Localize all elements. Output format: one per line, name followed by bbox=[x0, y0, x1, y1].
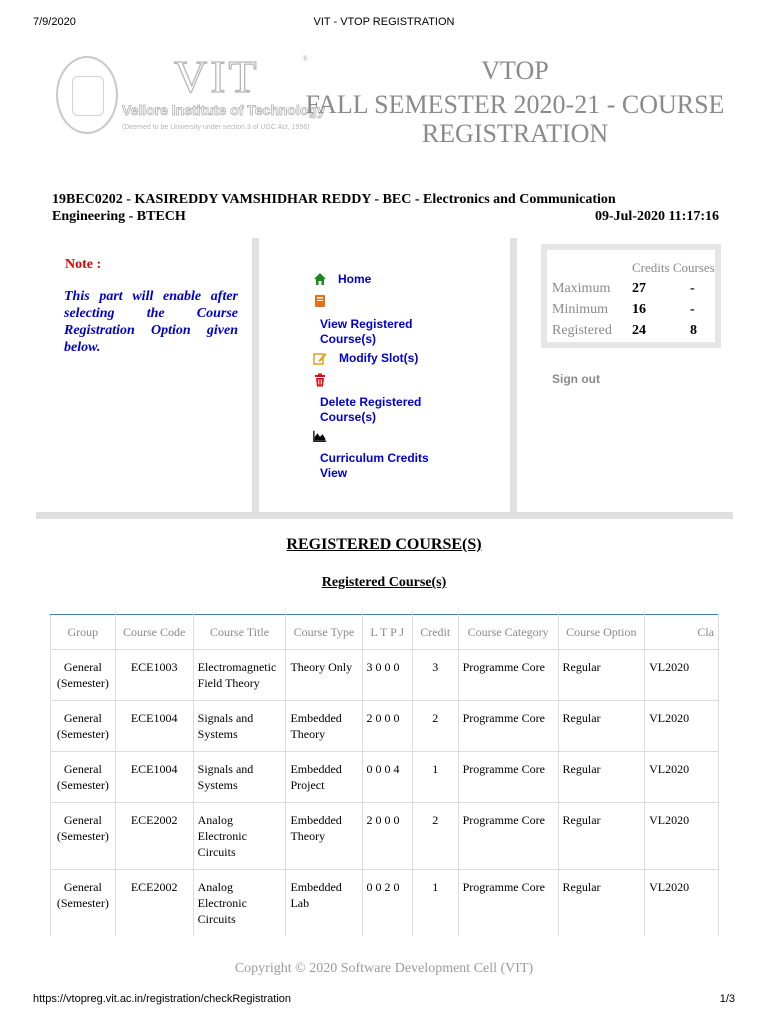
cell: ECE1003 bbox=[115, 650, 193, 701]
credits-row-label: Minimum bbox=[552, 301, 609, 317]
student-info-line1: 19BEC0202 - KASIREDDY VAMSHIDHAR REDDY - BEC - Electronics and Communication bbox=[52, 192, 616, 207]
credits-value: 27 bbox=[632, 280, 646, 296]
courses-value: - bbox=[690, 280, 695, 296]
print-url: https://vtopreg.vit.ac.in/registration/checkRegistration bbox=[33, 993, 292, 1005]
logo-name: Vellore Institute of Technology bbox=[122, 102, 325, 118]
current-datetime: 09-Jul-2020 11:17:16 bbox=[594, 209, 719, 224]
view-registered-link[interactable]: View Registered Course(s) bbox=[320, 317, 413, 346]
cell: 1 bbox=[412, 870, 458, 937]
cell: General (Semester) bbox=[51, 650, 116, 701]
home-link[interactable]: Home bbox=[338, 272, 372, 286]
cell: 0 0 0 4 bbox=[362, 752, 412, 803]
cell: Analog Electronic Circuits bbox=[193, 803, 286, 870]
credits-row-minimum bbox=[552, 299, 715, 320]
trash-icon[interactable] bbox=[313, 373, 327, 387]
col-header: Course Type bbox=[286, 615, 362, 650]
col-header: Cla bbox=[645, 615, 719, 650]
cell: 3 bbox=[412, 650, 458, 701]
cell: VL2020 bbox=[645, 870, 719, 937]
copyright: Copyright © 2020 Software Development Cell (VIT) bbox=[234, 961, 534, 976]
cell: Embedded Theory bbox=[286, 701, 362, 752]
courses-value: - bbox=[690, 301, 695, 317]
col-header: Credit bbox=[412, 615, 458, 650]
student-info-line2: Engineering - BTECH bbox=[52, 209, 186, 224]
credits-value: 24 bbox=[632, 322, 646, 338]
credits-row-label: Maximum bbox=[552, 280, 611, 296]
table-row bbox=[51, 803, 719, 870]
section-title: REGISTERED COURSE(S) bbox=[286, 536, 482, 553]
cell: ECE1004 bbox=[115, 752, 193, 803]
credits-table bbox=[552, 257, 715, 341]
cell: Embedded Lab bbox=[286, 870, 362, 937]
credits-summary bbox=[541, 244, 721, 348]
cell: VL2020 bbox=[645, 803, 719, 870]
cell: Electromagnetic Field Theory bbox=[193, 650, 286, 701]
cell: Embedded Project bbox=[286, 752, 362, 803]
app-title: VTOP bbox=[481, 56, 549, 85]
col-header: Group bbox=[51, 615, 116, 650]
cell: Programme Core bbox=[458, 650, 558, 701]
cell: Regular bbox=[558, 650, 645, 701]
credits-row-registered bbox=[552, 320, 715, 341]
cell: Programme Core bbox=[458, 870, 558, 937]
cell: General (Semester) bbox=[51, 752, 116, 803]
divider bbox=[36, 512, 733, 519]
cell: General (Semester) bbox=[51, 701, 116, 752]
note-text: This part will enable after selecting the Course Registration Option given below. bbox=[64, 289, 238, 355]
registered-courses-table bbox=[50, 614, 719, 936]
divider bbox=[510, 238, 517, 512]
print-date: 7/9/2020 bbox=[33, 16, 76, 28]
cell: 2 0 0 0 bbox=[362, 803, 412, 870]
col-header: Course Code bbox=[115, 615, 193, 650]
area-chart-icon[interactable] bbox=[313, 429, 327, 443]
modify-slot-link[interactable]: Modify Slot(s) bbox=[339, 351, 419, 365]
table-row bbox=[51, 701, 719, 752]
registered-courses-table-wrapper bbox=[50, 614, 719, 936]
edit-icon[interactable] bbox=[313, 351, 327, 365]
cell: Regular bbox=[558, 701, 645, 752]
book-icon[interactable] bbox=[313, 294, 327, 308]
credits-value: 16 bbox=[632, 301, 646, 317]
credits-row-maximum bbox=[552, 278, 715, 299]
cell: 2 0 0 0 bbox=[362, 701, 412, 752]
table-header-row bbox=[51, 615, 719, 650]
col-header: Course Category bbox=[458, 615, 558, 650]
cell: VL2020 bbox=[645, 650, 719, 701]
cell: Programme Core bbox=[458, 701, 558, 752]
cell: 2 bbox=[412, 701, 458, 752]
cell: 0 0 2 0 bbox=[362, 870, 412, 937]
print-title: VIT - VTOP REGISTRATION bbox=[313, 16, 455, 28]
cell: VL2020 bbox=[645, 752, 719, 803]
cell: 2 bbox=[412, 803, 458, 870]
sign-out-link[interactable]: Sign out bbox=[552, 372, 600, 386]
cell: Regular bbox=[558, 803, 645, 870]
divider bbox=[252, 238, 259, 512]
col-header: Course Option bbox=[558, 615, 645, 650]
app-subtitle-line1: FALL SEMESTER 2020-21 - COURSE bbox=[305, 90, 725, 119]
cell: Programme Core bbox=[458, 752, 558, 803]
print-page-number: 1/3 bbox=[719, 993, 735, 1005]
app-subtitle-line2: REGISTRATION bbox=[421, 119, 609, 148]
delete-registered-link[interactable]: Delete Registered Course(s) bbox=[320, 395, 422, 424]
table-title: Registered Course(s) bbox=[321, 575, 447, 590]
col-header: L T P J bbox=[362, 615, 412, 650]
note-title: Note : bbox=[65, 257, 102, 272]
cell: Signals and Systems bbox=[193, 752, 286, 803]
logo-deemed-text: (Deemed to be University under section 3 of UGC Act, 1956) bbox=[122, 124, 310, 131]
cell: ECE2002 bbox=[115, 870, 193, 937]
cell: 3 0 0 0 bbox=[362, 650, 412, 701]
logo-initials: VIT bbox=[174, 51, 260, 102]
cell: ECE2002 bbox=[115, 803, 193, 870]
cell: Theory Only bbox=[286, 650, 362, 701]
cell: ECE1004 bbox=[115, 701, 193, 752]
cell: VL2020 bbox=[645, 701, 719, 752]
cell: Signals and Systems bbox=[193, 701, 286, 752]
credits-header: Credits Courses bbox=[632, 259, 715, 275]
courses-value: 8 bbox=[690, 322, 697, 338]
credits-row-label: Registered bbox=[552, 322, 612, 338]
cell: General (Semester) bbox=[51, 803, 116, 870]
cell: Analog Electronic Circuits bbox=[193, 870, 286, 937]
cell: Regular bbox=[558, 870, 645, 937]
cell: Regular bbox=[558, 752, 645, 803]
home-icon[interactable] bbox=[313, 272, 327, 286]
col-header: Course Title bbox=[193, 615, 286, 650]
curriculum-credits-link[interactable]: Curriculum Credits View bbox=[320, 451, 429, 480]
cell: Embedded Theory bbox=[286, 803, 362, 870]
cell: General (Semester) bbox=[51, 870, 116, 937]
table-row bbox=[51, 650, 719, 701]
table-row bbox=[51, 870, 719, 937]
registration-panel bbox=[36, 238, 733, 520]
cell: 1 bbox=[412, 752, 458, 803]
table-row bbox=[51, 752, 719, 803]
registered-mark: ® bbox=[302, 54, 309, 63]
cell: Programme Core bbox=[458, 803, 558, 870]
